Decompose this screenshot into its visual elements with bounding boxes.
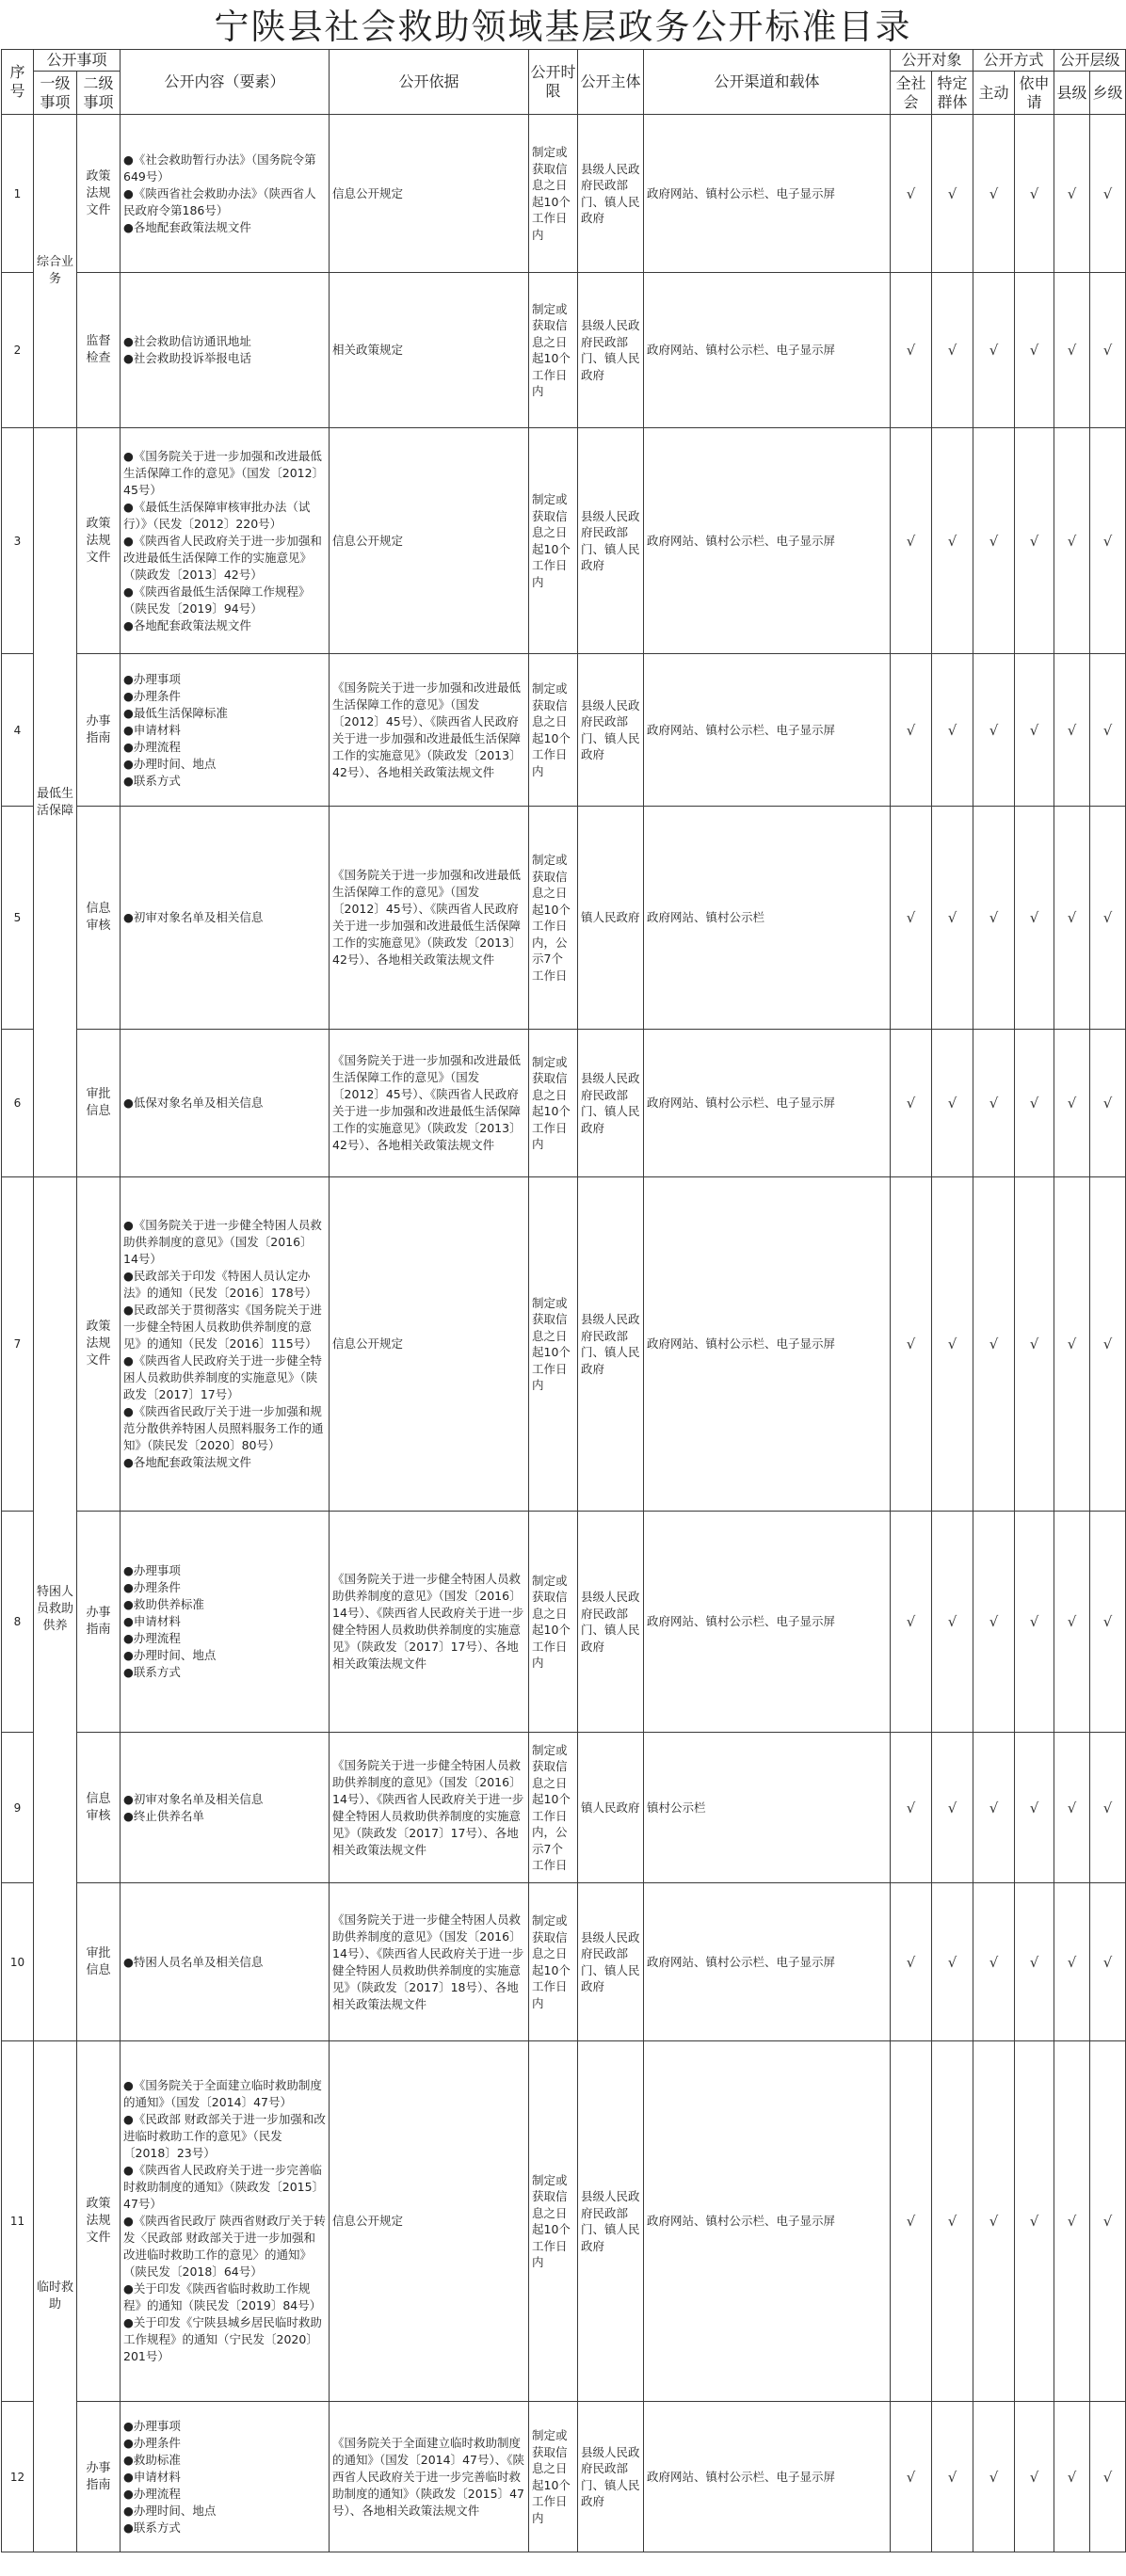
- check-target-specific: √: [932, 1177, 973, 1512]
- level2-item: 政策法规文件: [77, 428, 121, 654]
- content-line: ●办理事项: [123, 671, 181, 686]
- basis-cell: 《国务院关于进一步加强和改进最低生活保障工作的意见》（国发〔2012〕45号）、《陕西省人民政府关于进一步加强和改进最低生活保障工作的实施意见》（陕政发〔2013〕42号）、各地相关政策法规文件: [330, 807, 529, 1030]
- check-method-active: √: [973, 2041, 1015, 2402]
- content-line: ●各地配套政策法规文件: [123, 219, 251, 234]
- check-level-town: √: [1090, 273, 1126, 428]
- header-target-group: 公开对象: [891, 50, 973, 72]
- row-seq: 12: [2, 2402, 34, 2552]
- check-target-specific: √: [932, 428, 973, 654]
- check-target-specific: √: [932, 1883, 973, 2041]
- check-level-county: √: [1054, 115, 1090, 273]
- check-method-apply: √: [1015, 807, 1054, 1030]
- timelimit-cell: 制定或获取信息之日起10个工作日内: [529, 2402, 578, 2552]
- row-seq: 10: [2, 1883, 34, 2041]
- subject-cell: 县级人民政府民政部门、镇人民政府: [578, 2041, 644, 2402]
- check-target-all: √: [891, 2402, 932, 2552]
- subject-cell: 县级人民政府民政部门、镇人民政府: [578, 2402, 644, 2552]
- content-cell: [121, 1512, 330, 1733]
- content-cell: [121, 428, 330, 654]
- timelimit-cell: 制定或获取信息之日起10个工作日内: [529, 1177, 578, 1512]
- check-target-specific: √: [932, 807, 973, 1030]
- table-row: [2, 654, 1126, 807]
- level2-item: 政策法规文件: [77, 115, 121, 273]
- table-row: [2, 1030, 1126, 1177]
- check-level-county: √: [1054, 2041, 1090, 2402]
- check-target-specific: √: [932, 2041, 973, 2402]
- check-level-town: √: [1090, 2041, 1126, 2402]
- check-target-all: √: [891, 2041, 932, 2402]
- check-level-county: √: [1054, 1883, 1090, 2041]
- content-line: ●特困人员名单及相关信息: [123, 1954, 264, 1969]
- check-level-county: √: [1054, 428, 1090, 654]
- level1-item: 特困人员救助供养: [34, 1177, 77, 2041]
- content-line: ●办理条件: [123, 2435, 181, 2450]
- header-level-town: 乡级: [1090, 72, 1126, 115]
- basis-cell: 《国务院关于进一步健全特困人员救助供养制度的意见》（国发〔2016〕14号）、《陕西省人民政府关于进一步健全特困人员救助供养制度的实施意见》（陕政发〔2017〕18号）、各地相关政策法规文件: [330, 1883, 529, 2041]
- check-method-apply: √: [1015, 2041, 1054, 2402]
- check-target-all: √: [891, 115, 932, 273]
- check-level-county: √: [1054, 654, 1090, 807]
- level2-item: 信息审核: [77, 807, 121, 1030]
- header-level-county: 县级: [1054, 72, 1090, 115]
- content-line: ●办理时间、地点: [123, 2503, 217, 2518]
- content-line: ●各地配套政策法规文件: [123, 617, 251, 632]
- level2-item: 办事指南: [77, 654, 121, 807]
- basis-cell: 信息公开规定: [330, 115, 529, 273]
- check-method-active: √: [973, 1512, 1015, 1733]
- header-level2: 二级事项: [77, 72, 121, 115]
- content-line: ●救助标准: [123, 2452, 181, 2467]
- check-method-apply: √: [1015, 2402, 1054, 2552]
- basis-cell: 信息公开规定: [330, 428, 529, 654]
- check-target-specific: √: [932, 1512, 973, 1733]
- row-seq: 4: [2, 654, 34, 807]
- table-row: [2, 115, 1126, 273]
- table-header: [2, 50, 1126, 115]
- channel-cell: 政府网站、镇村公示栏、电子显示屏: [644, 1883, 891, 2041]
- level2-item: 审批信息: [77, 1030, 121, 1177]
- content-line: ●办理事项: [123, 1563, 181, 1577]
- check-method-apply: √: [1015, 273, 1054, 428]
- content-cell: [121, 807, 330, 1030]
- content-line: ●申请材料: [123, 1614, 181, 1628]
- row-seq: 1: [2, 115, 34, 273]
- page-title: 宁陕县社会救助领域基层政务公开标准目录: [214, 7, 912, 47]
- check-level-town: √: [1090, 654, 1126, 807]
- content-line: ●救助供养标准: [123, 1597, 204, 1611]
- header-content: 公开内容（要素）: [121, 50, 330, 115]
- check-target-all: √: [891, 1177, 932, 1512]
- content-line: ●《社会救助暂行办法》（国务院令第649号）: [123, 152, 316, 184]
- check-level-town: √: [1090, 1733, 1126, 1883]
- channel-cell: 政府网站、镇村公示栏、电子显示屏: [644, 654, 891, 807]
- check-method-apply: √: [1015, 654, 1054, 807]
- content-line: ●《陕西省民政厅 陕西省财政厅关于转发〈民政部 财政部关于进一步加强和改进临时救助工作的意见〉的通知》（陕民发〔2018〕64号）: [123, 2214, 326, 2279]
- header-method-active: 主动: [973, 72, 1015, 115]
- content-line: ●办理时间、地点: [123, 1648, 217, 1662]
- content-line: ●办理条件: [123, 1580, 181, 1594]
- check-method-apply: √: [1015, 1030, 1054, 1177]
- header-method-group: 公开方式: [973, 50, 1054, 72]
- table-body: [2, 115, 1126, 2552]
- content-cell: [121, 1733, 330, 1883]
- subject-cell: 县级人民政府民政部门、镇人民政府: [578, 1177, 644, 1512]
- basis-cell: 《国务院关于全面建立临时救助制度的通知》（国发〔2014〕47号）、《陕西省人民政府关于进一步完善临时救助制度的通知》（陕政发〔2015〕47号）、各地相关政策法规文件: [330, 2402, 529, 2552]
- table-row: [2, 1512, 1126, 1733]
- table-row: [2, 2402, 1126, 2552]
- content-line: ●《国务院关于全面建立临时救助制度的通知》（国发〔2014〕47号）: [123, 2078, 322, 2109]
- row-seq: 2: [2, 273, 34, 428]
- check-target-specific: √: [932, 1733, 973, 1883]
- check-method-active: √: [973, 654, 1015, 807]
- check-method-apply: √: [1015, 115, 1054, 273]
- subject-cell: 县级人民政府民政部门、镇人民政府: [578, 273, 644, 428]
- content-line: ●《陕西省人民政府关于进一步完善临时救助制度的通知》（陕政发〔2015〕47号）: [123, 2163, 325, 2211]
- content-cell: [121, 115, 330, 273]
- row-seq: 8: [2, 1512, 34, 1733]
- check-target-all: √: [891, 428, 932, 654]
- content-line: ●《最低生活保障审核审批办法（试行）》（民发〔2012〕220号）: [123, 499, 311, 531]
- basis-cell: 《国务院关于进一步健全特困人员救助供养制度的意见》（国发〔2016〕14号）、《陕西省人民政府关于进一步健全特困人员救助供养制度的实施意见》（陕政发〔2017〕17号）、各地相关政策法规文件: [330, 1512, 529, 1733]
- subject-cell: 县级人民政府民政部门、镇人民政府: [578, 1883, 644, 2041]
- content-line: ●关于印发《宁陕县城乡居民临时救助工作规程》的通知（宁民发〔2020〕201号）: [123, 2315, 322, 2363]
- subject-cell: 镇人民政府: [578, 807, 644, 1030]
- content-line: ●办理条件: [123, 688, 181, 703]
- timelimit-cell: 制定或获取信息之日起10个工作日内: [529, 428, 578, 654]
- check-level-town: √: [1090, 115, 1126, 273]
- basis-cell: 相关政策规定: [330, 273, 529, 428]
- level2-item: 信息审核: [77, 1733, 121, 1883]
- check-level-town: √: [1090, 1030, 1126, 1177]
- check-level-town: √: [1090, 428, 1126, 654]
- content-line: ●《民政部 财政部关于进一步加强和改进临时救助工作的意见》（民发〔2018〕23号）: [123, 2112, 326, 2160]
- row-seq: 5: [2, 807, 34, 1030]
- timelimit-cell: 制定或获取信息之日起10个工作日内，公示7个工作日: [529, 1733, 578, 1883]
- header-level-group: 公开层级: [1054, 50, 1126, 72]
- check-target-all: √: [891, 807, 932, 1030]
- check-target-all: √: [891, 273, 932, 428]
- check-method-active: √: [973, 2402, 1015, 2552]
- check-target-all: √: [891, 654, 932, 807]
- channel-cell: 政府网站、镇村公示栏、电子显示屏: [644, 273, 891, 428]
- check-level-county: √: [1054, 1512, 1090, 1733]
- level2-item: 监督检查: [77, 273, 121, 428]
- channel-cell: 政府网站、镇村公示栏、电子显示屏: [644, 1030, 891, 1177]
- check-method-apply: √: [1015, 1177, 1054, 1512]
- check-method-apply: √: [1015, 1883, 1054, 2041]
- timelimit-cell: 制定或获取信息之日起10个工作日内: [529, 273, 578, 428]
- check-method-apply: √: [1015, 1512, 1054, 1733]
- subject-cell: 县级人民政府民政部门、镇人民政府: [578, 115, 644, 273]
- basis-cell: 《国务院关于进一步加强和改进最低生活保障工作的意见》（国发〔2012〕45号）、《陕西省人民政府关于进一步加强和改进最低生活保障工作的实施意见》（陕政发〔2013〕42号）、各地相关政策法规文件: [330, 654, 529, 807]
- content-line: ●《国务院关于进一步健全特困人员救助供养制度的意见》（国发〔2016〕14号）: [123, 1218, 322, 1266]
- header-target-all: 全社会: [891, 72, 932, 115]
- content-line: ●申请材料: [123, 2469, 181, 2484]
- check-method-active: √: [973, 273, 1015, 428]
- header-items-group: 公开事项: [34, 50, 121, 72]
- check-target-all: √: [891, 1733, 932, 1883]
- header-channel: 公开渠道和载体: [644, 50, 891, 115]
- content-line: ●办理流程: [123, 2486, 181, 2501]
- header-basis: 公开依据: [330, 50, 529, 115]
- table-row: [2, 2041, 1126, 2402]
- content-cell: [121, 1030, 330, 1177]
- check-method-active: √: [973, 1883, 1015, 2041]
- content-line: ●联系方式: [123, 1665, 181, 1679]
- channel-cell: 政府网站、镇村公示栏: [644, 807, 891, 1030]
- header-method-apply: 依申请: [1015, 72, 1054, 115]
- check-method-active: √: [973, 1733, 1015, 1883]
- timelimit-cell: 制定或获取信息之日起10个工作日内: [529, 1883, 578, 2041]
- level2-item: 政策法规文件: [77, 2041, 121, 2402]
- content-cell: [121, 1177, 330, 1512]
- table-row: [2, 1883, 1126, 2041]
- table-row: [2, 1177, 1126, 1512]
- check-target-all: √: [891, 1512, 932, 1733]
- content-line: ●联系方式: [123, 2520, 181, 2535]
- timelimit-cell: 制定或获取信息之日起10个工作日内: [529, 2041, 578, 2402]
- level2-item: 办事指南: [77, 1512, 121, 1733]
- basis-cell: 《国务院关于进一步健全特困人员救助供养制度的意见》（国发〔2016〕14号）、《陕西省人民政府关于进一步健全特困人员救助供养制度的实施意见》（陕政发〔2017〕17号）、各地相关政策法规文件: [330, 1733, 529, 1883]
- check-method-apply: √: [1015, 428, 1054, 654]
- content-line: ●民政部关于印发《特困人员认定办法》的通知（民发〔2016〕178号）: [123, 1269, 317, 1300]
- content-cell: [121, 2041, 330, 2402]
- row-seq: 9: [2, 1733, 34, 1883]
- content-line: ●初审对象名单及相关信息: [123, 910, 264, 924]
- level2-item: 办事指南: [77, 2402, 121, 2552]
- content-line: ●《陕西省人民政府关于进一步加强和改进最低生活保障工作的实施意见》（陕政发〔2013〕42号）: [123, 533, 322, 582]
- check-method-active: √: [973, 115, 1015, 273]
- check-target-all: √: [891, 1883, 932, 2041]
- content-line: ●联系方式: [123, 773, 181, 788]
- content-line: ●社会救助信访通讯地址: [123, 334, 251, 348]
- content-line: ●《陕西省民政厅关于进一步加强和规范分散供养特困人员照料服务工作的通知》（陕民发〔2020〕80号）: [123, 1404, 324, 1452]
- content-cell: [121, 654, 330, 807]
- table-row: [2, 807, 1126, 1030]
- timelimit-cell: 制定或获取信息之日起10个工作日内，公示7个工作日: [529, 807, 578, 1030]
- check-level-county: √: [1054, 273, 1090, 428]
- check-level-county: √: [1054, 1733, 1090, 1883]
- row-seq: 11: [2, 2041, 34, 2402]
- channel-cell: 政府网站、镇村公示栏、电子显示屏: [644, 2402, 891, 2552]
- content-line: ●《陕西省社会救助办法》（陕西省人民政府令第186号）: [123, 185, 316, 217]
- level1-item: 最低生活保障: [34, 428, 77, 1177]
- check-target-specific: √: [932, 115, 973, 273]
- check-level-county: √: [1054, 2402, 1090, 2552]
- check-method-active: √: [973, 1177, 1015, 1512]
- channel-cell: 政府网站、镇村公示栏、电子显示屏: [644, 428, 891, 654]
- row-seq: 6: [2, 1030, 34, 1177]
- content-cell: [121, 273, 330, 428]
- level2-item: 政策法规文件: [77, 1177, 121, 1512]
- basis-cell: 《国务院关于进一步加强和改进最低生活保障工作的意见》（国发〔2012〕45号）、《陕西省人民政府关于进一步加强和改进最低生活保障工作的实施意见》（陕政发〔2013〕42号）、各地相关政策法规文件: [330, 1030, 529, 1177]
- check-target-all: √: [891, 1030, 932, 1177]
- check-method-apply: √: [1015, 1733, 1054, 1883]
- timelimit-cell: 制定或获取信息之日起10个工作日内: [529, 115, 578, 273]
- catalog-table: [1, 49, 1126, 2552]
- timelimit-cell: 制定或获取信息之日起10个工作日内: [529, 654, 578, 807]
- check-level-town: √: [1090, 1177, 1126, 1512]
- channel-cell: 政府网站、镇村公示栏、电子显示屏: [644, 1177, 891, 1512]
- row-seq: 7: [2, 1177, 34, 1512]
- subject-cell: 县级人民政府民政部门、镇人民政府: [578, 1512, 644, 1733]
- check-target-specific: √: [932, 1030, 973, 1177]
- check-level-county: √: [1054, 1177, 1090, 1512]
- channel-cell: 政府网站、镇村公示栏、电子显示屏: [644, 2041, 891, 2402]
- check-level-county: √: [1054, 807, 1090, 1030]
- basis-cell: 信息公开规定: [330, 2041, 529, 2402]
- content-line: ●终止供养名单: [123, 1808, 204, 1823]
- header-subject: 公开主体: [578, 50, 644, 115]
- header-seq: 序号: [2, 50, 34, 115]
- channel-cell: 政府网站、镇村公示栏、电子显示屏: [644, 1512, 891, 1733]
- row-seq: 3: [2, 428, 34, 654]
- content-cell: [121, 2402, 330, 2552]
- content-line: ●申请材料: [123, 722, 181, 737]
- check-level-county: √: [1054, 1030, 1090, 1177]
- level1-item: 临时救助: [34, 2041, 77, 2552]
- table-row: [2, 1733, 1126, 1883]
- level2-item: 审批信息: [77, 1883, 121, 2041]
- content-line: ●办理事项: [123, 2418, 181, 2433]
- header-target-specific: 特定群体: [932, 72, 973, 115]
- subject-cell: 县级人民政府民政部门、镇人民政府: [578, 1030, 644, 1177]
- check-level-town: √: [1090, 1512, 1126, 1733]
- check-level-town: √: [1090, 807, 1126, 1030]
- content-line: ●办理流程: [123, 1631, 181, 1645]
- check-level-town: √: [1090, 1883, 1126, 2041]
- content-line: ●办理流程: [123, 739, 181, 754]
- channel-cell: 镇村公示栏: [644, 1733, 891, 1883]
- level1-item: 综合业务: [34, 115, 77, 428]
- check-level-town: √: [1090, 2402, 1126, 2552]
- content-line: ●最低生活保障标准: [123, 705, 228, 720]
- timelimit-cell: 制定或获取信息之日起10个工作日内: [529, 1512, 578, 1733]
- subject-cell: 县级人民政府民政部门、镇人民政府: [578, 428, 644, 654]
- basis-cell: 信息公开规定: [330, 1177, 529, 1512]
- content-line: ●低保对象名单及相关信息: [123, 1096, 264, 1110]
- content-line: ●《陕西省人民政府关于进一步健全特困人员救助供养制度的实施意见》（陕政发〔2017〕17号）: [123, 1353, 322, 1401]
- table-row: [2, 273, 1126, 428]
- channel-cell: 政府网站、镇村公示栏、电子显示屏: [644, 115, 891, 273]
- check-target-specific: √: [932, 654, 973, 807]
- subject-cell: 镇人民政府: [578, 1733, 644, 1883]
- content-line: ●社会救助投诉举报电话: [123, 351, 251, 365]
- content-line: ●各地配套政策法规文件: [123, 1455, 251, 1469]
- content-line: ●办理时间、地点: [123, 756, 217, 771]
- check-method-active: √: [973, 428, 1015, 654]
- content-cell: [121, 1883, 330, 2041]
- check-method-active: √: [973, 1030, 1015, 1177]
- content-line: ●民政部关于贯彻落实《国务院关于进一步健全特困人员救助供养制度的意见》的通知（民发〔2016〕115号）: [123, 1303, 322, 1351]
- table-row: [2, 428, 1126, 654]
- content-line: ●关于印发《陕西省临时救助工作规程》的通知（陕民发〔2019〕84号）: [123, 2281, 322, 2312]
- content-line: ●《国务院关于进一步加强和改进最低生活保障工作的意见》（国发〔2012〕45号）: [123, 448, 325, 497]
- content-line: ●《陕西省最低生活保障工作规程》（陕民发〔2019〕94号）: [123, 584, 311, 616]
- check-method-active: √: [973, 807, 1015, 1030]
- content-line: ●初审对象名单及相关信息: [123, 1791, 264, 1806]
- header-timelimit: 公开时限: [529, 50, 578, 115]
- header-level1: 一级事项: [34, 72, 77, 115]
- check-target-specific: √: [932, 273, 973, 428]
- timelimit-cell: 制定或获取信息之日起10个工作日内: [529, 1030, 578, 1177]
- subject-cell: 县级人民政府民政部门、镇人民政府: [578, 654, 644, 807]
- check-target-specific: √: [932, 2402, 973, 2552]
